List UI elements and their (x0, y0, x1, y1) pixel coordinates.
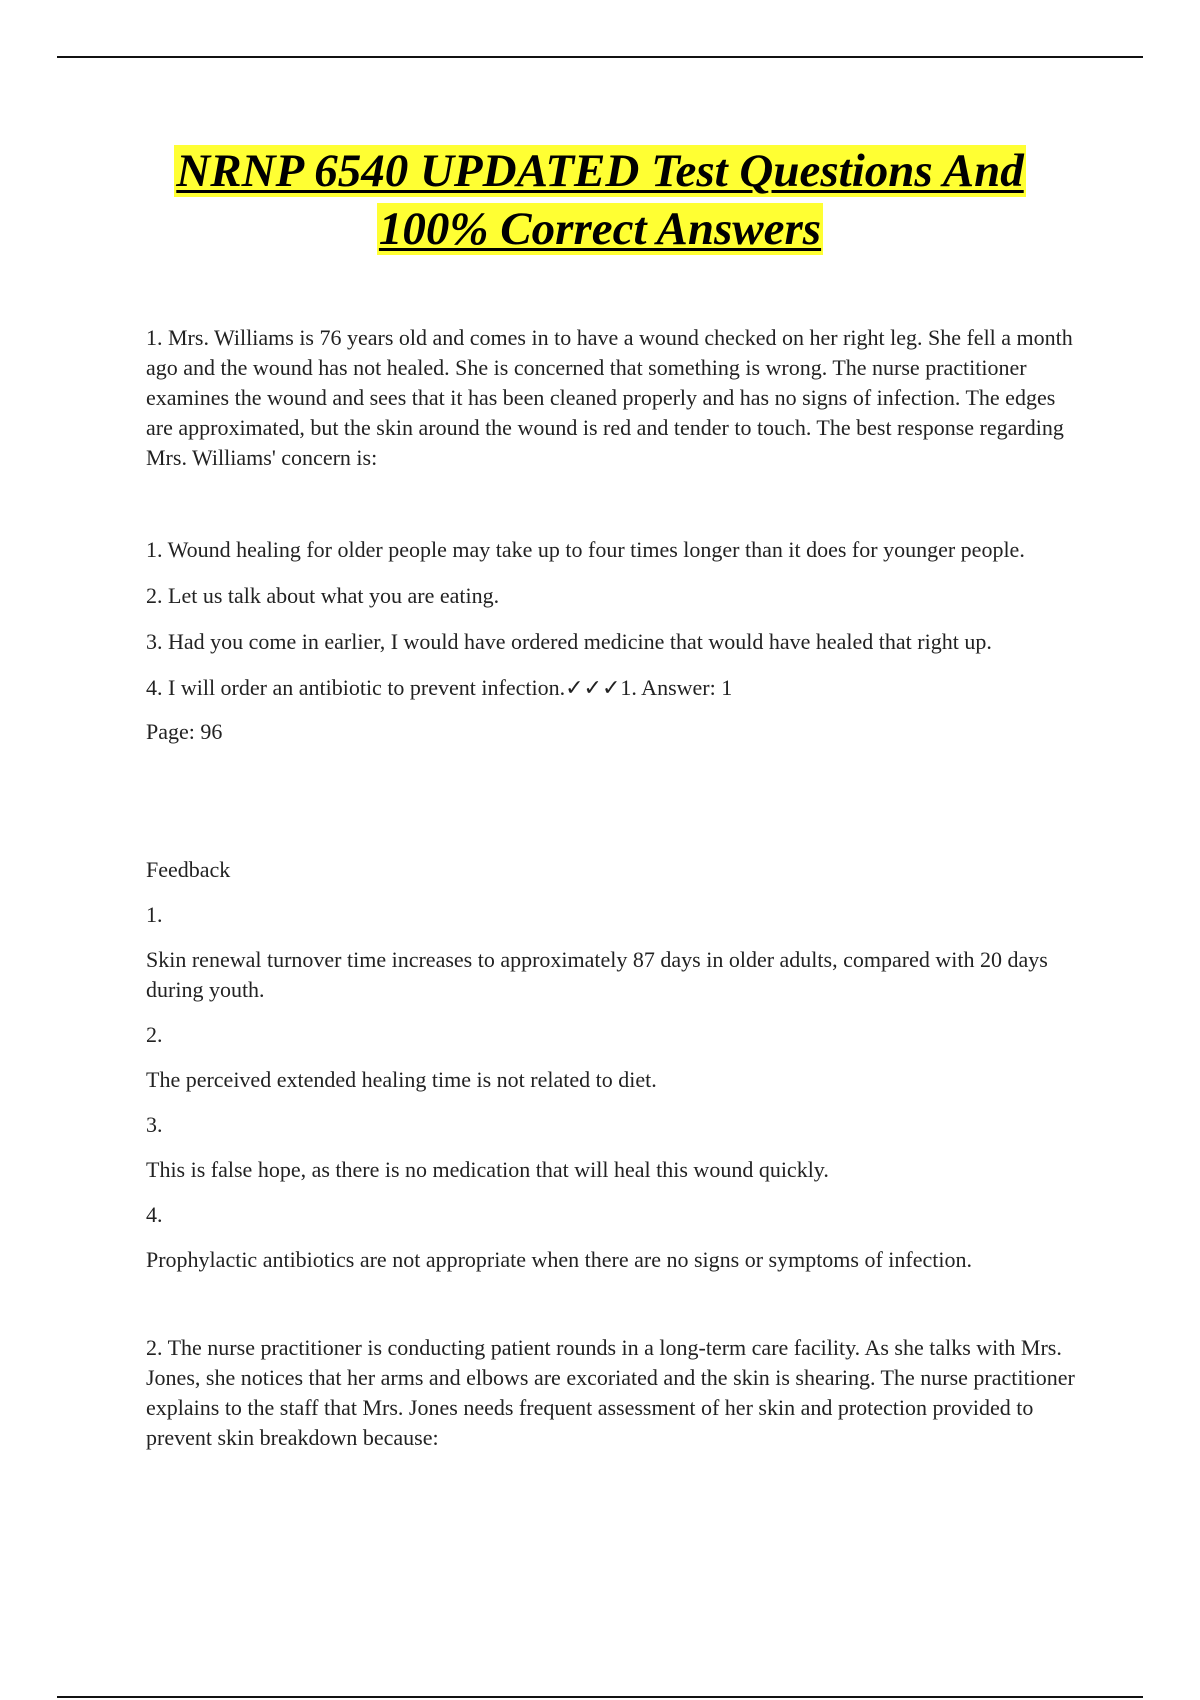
title-line-1: NRNP 6540 UPDATED Test Questions And (176, 145, 1024, 197)
feedback-text-3: This is false hope, as there is no medication that will heal this wound quickly. (146, 1157, 829, 1182)
title-line-2: 100% Correct Answers (378, 203, 822, 255)
bottom-rule (57, 1696, 1143, 1698)
feedback-text-2: The perceived extended healing time is not related to diet. (146, 1067, 657, 1092)
feedback-number-2: 2. (146, 1022, 163, 1047)
feedback-text-1: Skin renewal turnover time increases to approximately 87 days in older adults, compared with 20 days during youth. (146, 947, 1048, 1002)
feedback-heading: Feedback (146, 857, 231, 882)
top-rule (57, 56, 1143, 58)
question-1-option-1: 1. Wound healing for older people may take up to four times longer than it does for younger people. (146, 537, 1025, 562)
question-1-option-3: 3. Had you come in earlier, I would have ordered medicine that would have healed that right up. (146, 629, 992, 654)
question-2-stem: 2. The nurse practitioner is conducting patient rounds in a long-term care facility. As she talks with Mrs. Jones, she notices that her arms and elbows are excoriated and the skin is shearing. The nurse practitioner explains to the staff that Mrs. Jones needs frequent assessment of her skin and protection provided to prevent skin breakdown because: (146, 1335, 1075, 1450)
feedback-text-4: Prophylactic antibiotics are not appropriate when there are no signs or symptoms of infection. (146, 1247, 972, 1272)
document-body (146, 323, 1076, 1453)
page-reference: Page: 96 (146, 719, 223, 744)
question-1-stem: 1. Mrs. Williams is 76 years old and comes in to have a wound checked on her right leg. She fell a month ago and the wound has not healed. She is concerned that something is wrong. The nurse practitioner examines the wound and sees that it has been cleaned properly and has no signs of infection. The edges are approximated, but the skin around the wound is red and tender to touch. The best response regarding Mrs. Williams' concern is: (146, 325, 1073, 470)
feedback-number-3: 3. (146, 1112, 163, 1137)
question-1-option-4: 4. I will order an antibiotic to prevent infection.✓✓✓1. Answer: 1 (146, 675, 733, 700)
document-title (0, 142, 1200, 258)
feedback-number-1: 1. (146, 902, 163, 927)
question-1-option-2: 2. Let us talk about what you are eating. (146, 583, 500, 608)
feedback-number-4: 4. (146, 1202, 163, 1227)
